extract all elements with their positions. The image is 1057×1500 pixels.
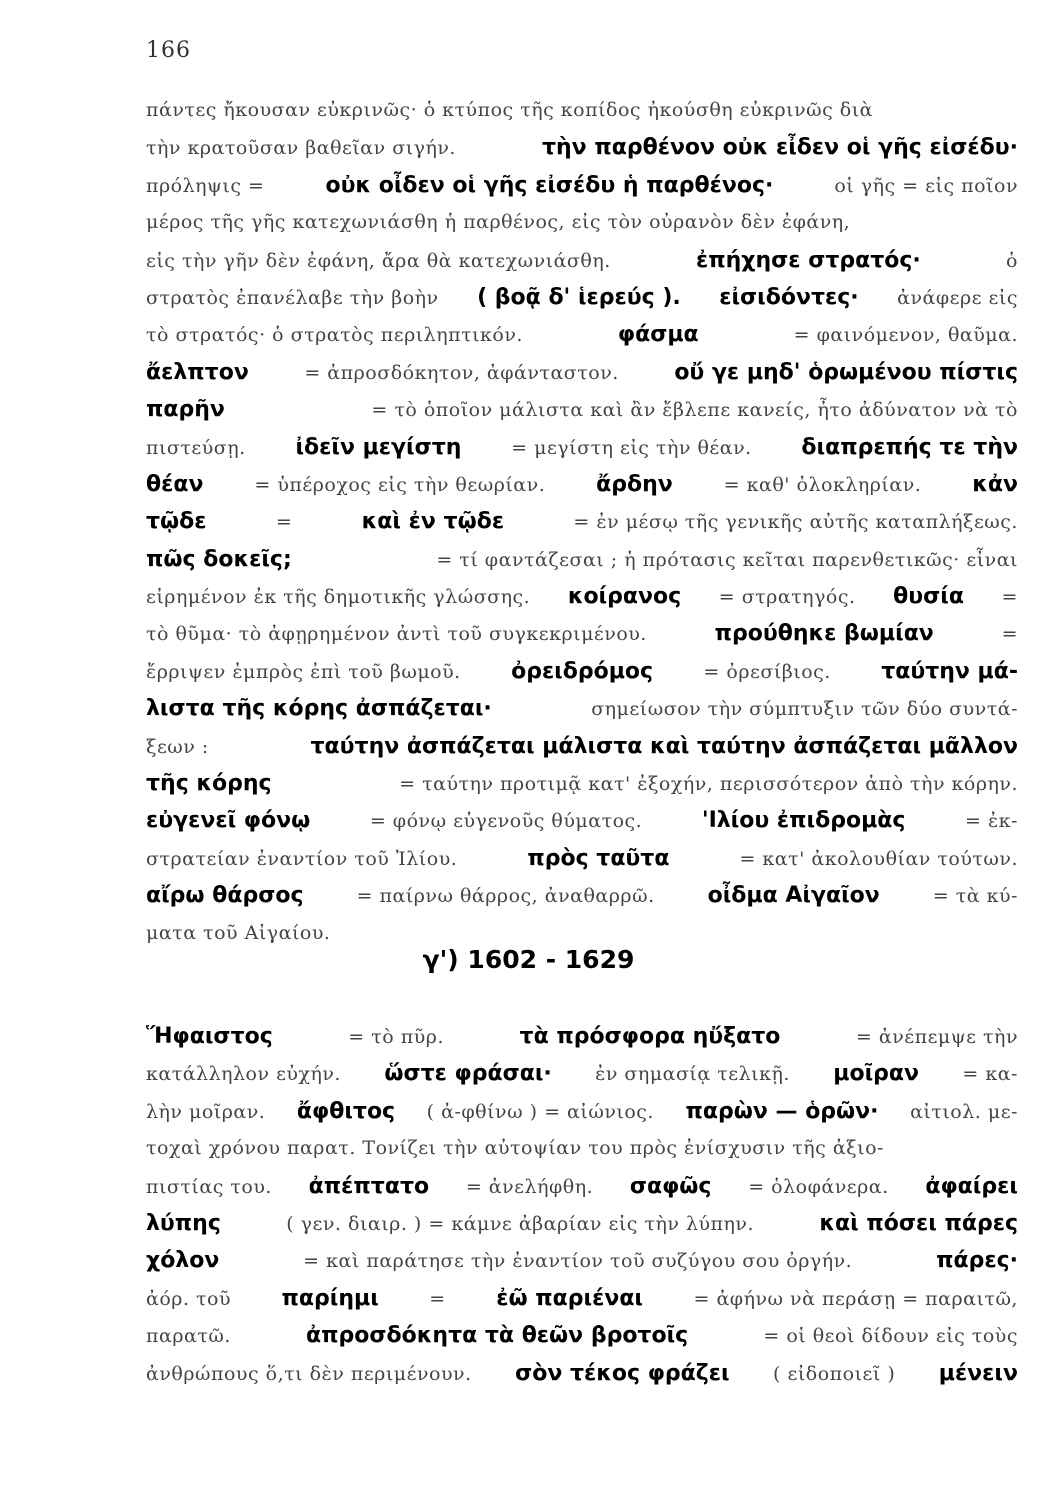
gloss: πάντες ἤκουσαν εὐκρινῶς· ὁ κτύπος τῆς κοπίδος ἠκούσθη εὐκρινῶς διὰ	[146, 99, 874, 121]
gloss: =	[1001, 623, 1018, 646]
text-line	[146, 503, 1018, 540]
gloss: = ἀφήνω νὰ περάσῃ = παραιτῶ,	[693, 1287, 1018, 1310]
text-line	[146, 765, 1018, 802]
lemma: ὀρειδρόμος	[511, 658, 654, 684]
gloss: αἰτιολ. με-	[910, 1100, 1018, 1123]
gloss: ἐν σημασίᾳ τελικῇ.	[595, 1063, 790, 1086]
lemma: καὶ ἐν τῷδε	[361, 509, 505, 535]
gloss: πιστίας του.	[146, 1175, 272, 1198]
lemma: τῷδε	[146, 509, 207, 535]
lemma: οὔ γε μηδ' ὁρωμένου πίστις	[674, 359, 1018, 385]
lemma: μένειν	[938, 1360, 1018, 1386]
gloss: ( γεν. διαιρ. ) = κάμνε ἀβαρίαν εἰς τὴν λύπην.	[286, 1212, 755, 1235]
lemma: ἀπροσδόκητα τὰ θεῶν βροτοῖς	[306, 1323, 689, 1349]
gloss: = ἐν μέσῳ τῆς γενικῆς αὐτῆς καταπλήξεως.	[573, 511, 1018, 534]
text-line	[146, 92, 1018, 129]
gloss: = παίρνω θάρρος, ἀναθαρρῶ.	[356, 885, 655, 908]
gloss: εἰρημένον ἐκ τῆς δημοτικῆς γλώσσης.	[146, 586, 531, 609]
lemma: πάρες·	[936, 1248, 1018, 1274]
lemma: κἀν	[972, 471, 1018, 497]
gloss: = τὸ ὁποῖον μάλιστα καὶ ἂν ἔβλεπε κανείς, ἦτο ἀδύνατον νὰ τὸ	[371, 399, 1018, 422]
lemma: φάσμα	[617, 322, 699, 348]
text-line	[146, 429, 1018, 466]
lemma: παρῆν	[146, 397, 225, 423]
gloss: = ἀνέπεμψε τὴν	[855, 1026, 1018, 1048]
text-line	[146, 541, 1018, 578]
lemma: σὸν τέκος φράζει	[515, 1360, 730, 1386]
gloss: τὴν κρατοῦσαν βαθεῖαν σιγήν.	[146, 137, 456, 160]
gloss: ( εἰδοποιεῖ )	[773, 1362, 896, 1385]
text-line	[146, 167, 1018, 204]
text-line	[146, 242, 1018, 279]
text-line	[146, 877, 1018, 914]
text-line	[146, 578, 1018, 615]
lemma: θυσία	[893, 584, 964, 610]
text-line	[146, 1093, 1018, 1130]
gloss: ὁ	[1006, 249, 1018, 272]
gloss: μέρος τῆς γῆς κατεχωνιάσθη ἡ παρθένος, εἰς τὸν οὐρανὸν δὲν ἐφάνη,	[146, 211, 851, 234]
lemma: σαφῶς	[629, 1173, 712, 1199]
text-line	[146, 391, 1018, 428]
lemma: χόλον	[146, 1248, 220, 1274]
lemma: ἰδεῖν μεγίστη	[295, 434, 462, 460]
text-line	[146, 1055, 1018, 1092]
gloss: τοχαὶ χρόνου παρατ. Τονίζει τὴν αὐτοψίαν του πρὸς ἐνίσχυσιν τῆς ἀξιο-	[146, 1137, 884, 1160]
gloss: ( ἀ-φθίνω ) = αἰώνιος.	[426, 1100, 654, 1123]
text-line	[146, 840, 1018, 877]
text-line	[146, 802, 1018, 839]
lemma: ταύτην ἀσπάζεται μάλιστα καὶ ταύτην ἀσπάζεται μᾶλλον	[310, 733, 1018, 759]
text-line	[146, 1018, 1018, 1055]
gloss: = κα-	[962, 1063, 1018, 1086]
gloss: οἱ γῆς = εἰς ποῖον	[834, 174, 1018, 197]
lemma: εἰσιδόντες·	[719, 284, 859, 310]
text-line	[146, 1355, 1018, 1392]
section-heading: γ') 1602 - 1629	[422, 945, 635, 974]
gloss: = ὑπέροχος εἰς τὴν θεωρίαν.	[254, 473, 546, 496]
text-line	[146, 316, 1018, 353]
gloss: = κατ' ἀκολουθίαν τούτων.	[739, 847, 1018, 870]
gloss: στρατείαν ἐναντίον τοῦ Ἰλίου.	[146, 847, 458, 870]
gloss: = μεγίστη εἰς τὴν θέαν.	[511, 436, 752, 459]
text-line	[146, 129, 1018, 166]
gloss: πρόληψις =	[146, 174, 265, 197]
gloss: κατάλληλον εὐχήν.	[146, 1063, 341, 1086]
lemma: ταύτην μά-	[881, 658, 1018, 684]
gloss: εἰς τὴν γῆν δὲν ἐφάνη, ἄρα θὰ κατεχωνιάσθη.	[146, 249, 611, 272]
gloss: σημείωσον τὴν σύμπτυξιν τῶν δύο συντά-	[591, 698, 1018, 721]
lemma: τῆς κόρης	[146, 771, 272, 797]
lemma: λύπης	[146, 1210, 221, 1236]
text-line	[146, 279, 1018, 316]
text-line	[146, 653, 1018, 690]
lemma: αἴρω θάρσος	[146, 883, 304, 909]
gloss: = οἱ θεοὶ δίδουν εἰς τοὺς	[763, 1325, 1018, 1348]
lemma: παρὼν — ὁρῶν·	[685, 1098, 879, 1124]
gloss: πιστεύσῃ.	[146, 436, 246, 459]
lemma: θέαν	[146, 471, 204, 497]
gloss: = ὁλοφάνερα.	[748, 1175, 889, 1198]
text-line	[146, 1317, 1018, 1354]
lemma: παρίημι	[281, 1285, 379, 1311]
lemma: 'Ιλίου ἐπιδρομὰς	[701, 808, 906, 834]
commentary-block-1	[146, 92, 1018, 952]
gloss: τὸ θῦμα· τὸ ἀφῃρημένον ἀντὶ τοῦ συγκεκριμένου.	[146, 623, 647, 646]
text-line	[146, 690, 1018, 727]
gloss: = καὶ παράτησε τὴν ἐναντίον τοῦ συζύγου σου ὀργήν.	[303, 1250, 853, 1273]
text-line	[146, 1242, 1018, 1279]
lemma: λιστα τῆς κόρης ἀσπάζεται·	[146, 696, 492, 722]
gloss: = τὰ κύ-	[932, 885, 1018, 908]
gloss: λὴν μοῖραν.	[146, 1100, 266, 1123]
text-line	[146, 615, 1018, 652]
lemma: τὴν παρθένον οὐκ εἶδεν οἱ γῆς εἰσέδυ·	[541, 135, 1018, 161]
gloss: =	[429, 1287, 446, 1310]
page-number: 166	[146, 38, 191, 63]
gloss: = καθ' ὁλοκληρίαν.	[723, 473, 922, 496]
gloss: = ὀρεσίβιος.	[703, 660, 831, 683]
lemma: ὥστε φράσαι·	[384, 1061, 552, 1087]
gloss: = ἀνελήφθη.	[465, 1175, 594, 1198]
lemma: τὰ πρόσφορα ηὔξατο	[519, 1024, 781, 1049]
commentary-block-2	[146, 1018, 1018, 1392]
gloss: ἀνθρώπους ὅ,τι δὲν περιμένουν.	[146, 1362, 472, 1385]
text-line	[146, 354, 1018, 391]
gloss: ξεων :	[146, 735, 209, 758]
text-line	[146, 1205, 1018, 1242]
gloss: = φαινόμενον, θαῦμα.	[793, 324, 1018, 347]
gloss: = τί φαντάζεσαι ; ἡ πρότασις κεῖται παρενθετικῶς· εἶναι	[436, 548, 1018, 571]
lemma: ἄελπτον	[146, 359, 249, 385]
gloss: = στρατηγός.	[718, 586, 856, 609]
lemma: οὐκ οἶδεν οἱ γῆς εἰσέδυ ἡ παρθένος·	[325, 172, 774, 198]
lemma: καὶ πόσει πάρες	[819, 1210, 1018, 1236]
gloss: = φόνῳ εὐγενοῦς θύματος.	[369, 810, 643, 833]
lemma: διαπρεπής τε τὴν	[801, 434, 1018, 460]
lemma: ἀφαίρει	[925, 1173, 1018, 1199]
text-line	[146, 204, 1018, 241]
lemma: ἐῶ παριέναι	[496, 1285, 643, 1311]
lemma: πρὸς ταῦτα	[527, 845, 670, 871]
lemma: οἶδμα Αἰγαῖον	[707, 883, 880, 909]
gloss: ματα τοῦ Αἰγαίου.	[146, 921, 331, 944]
gloss: =	[275, 511, 293, 534]
lemma: πῶς δοκεῖς;	[146, 546, 292, 572]
gloss: = ἐκ-	[965, 810, 1018, 833]
lemma: προύθηκε βωμίαν	[714, 621, 934, 647]
lemma: Ἥφαιστος	[146, 1024, 273, 1049]
lemma: ἐπήχησε στρατός·	[696, 247, 921, 273]
lemma: εὐγενεῖ φόνῳ	[146, 808, 311, 834]
gloss: = τὸ πῦρ.	[348, 1026, 444, 1048]
text-line	[146, 1168, 1018, 1205]
gloss: ἀνάφερε εἰς	[897, 286, 1018, 309]
lemma: κοίρανος	[567, 584, 682, 610]
gloss: = ταύτην προτιμᾷ κατ' ἐξοχήν, περισσότερον ἀπὸ τὴν κόρην.	[399, 773, 1018, 796]
gloss: παρατῶ.	[146, 1325, 231, 1348]
gloss: τὸ στρατός· ὁ στρατὸς περιληπτικόν.	[146, 324, 523, 347]
lemma: ἄφθιτος	[296, 1098, 396, 1124]
gloss: = ἀπροσδόκητον, ἀφάνταστον.	[304, 361, 619, 384]
text-line	[146, 1280, 1018, 1317]
gloss: =	[1001, 586, 1018, 609]
text-line	[146, 466, 1018, 503]
lemma: ἀπέπτατο	[308, 1173, 430, 1199]
text-line	[146, 728, 1018, 765]
gloss: ἔρριψεν ἐμπρὸς ἐπὶ τοῦ βωμοῦ.	[146, 660, 461, 683]
lemma: ἄρδην	[596, 471, 673, 497]
lemma: ( βοᾷ δ' ἱερεύς ).	[477, 284, 681, 310]
lemma: μοῖραν	[833, 1061, 919, 1087]
gloss: στρατὸς ἐπανέλαβε τὴν βοὴν	[146, 286, 439, 309]
text-line	[146, 1130, 1018, 1167]
gloss: ἀόρ. τοῦ	[146, 1287, 232, 1310]
